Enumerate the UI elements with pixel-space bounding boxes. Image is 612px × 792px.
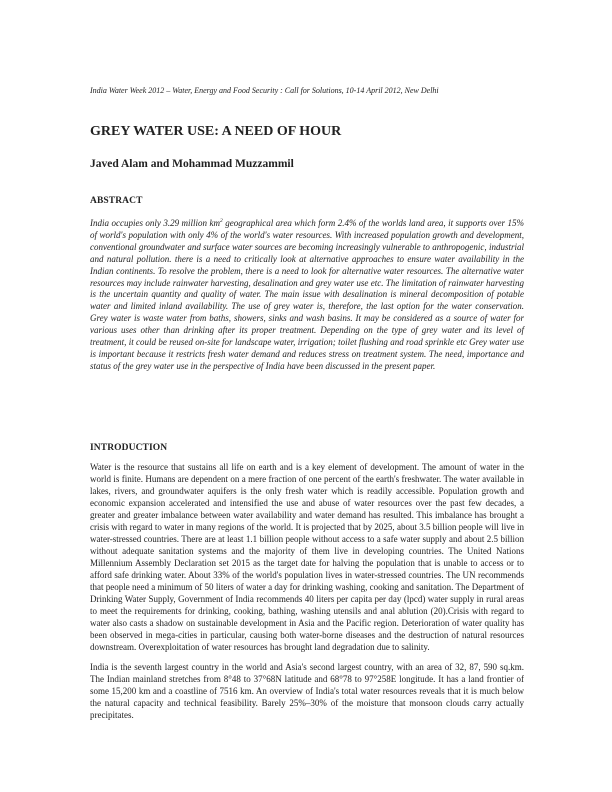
abstract-text-rest: geographical area which form 2.4% of the worlds land area, it supports over 15% of world's population with only 4% of the world's water resources. With increased population growth and development, conventional groundwater and surface water sources are becoming increasingly vulnerable to anthropogenic, industrial and natural pollution. there is a need to critically look at alternative approaches to ensure water availability in the Indian continents. To resolve the problem, there is a need to look for alternative water resources. The alternative water resources may include rainwater harvesting, desalination and grey water use etc. The limitation of rainwater harvesting is the uncertain quantity and quality of water. The main issue with desalination is mineral decomposition of potable water and limited inland availability. The use of grey water is, therefore, the last option for the water conservation. Grey water is waste water from baths, showers, sinks and wash basins. It may be considered as a source of water for various uses other than drinking after its proper treatment. Depending on the type of grey water and its level of treatment, it could be reused on-site for landscape water, irrigation; toilet flushing and road sprinkle etc Grey water use is important because it restricts fresh water demand and reduces stress on treatment system. The need, importance and status of the grey water use in the perspective of India have been discussed in the present paper.	[90, 218, 524, 371]
paper-authors: Javed Alam and Mohammad Muzzammil	[90, 158, 294, 170]
abstract-heading: ABSTRACT	[90, 196, 143, 206]
paper-title: GREY WATER USE: A NEED OF HOUR	[90, 124, 342, 139]
introduction-heading: INTRODUCTION	[90, 443, 168, 453]
abstract-text-start: India occupies only 3.29 million km	[90, 218, 221, 228]
abstract-paragraph	[90, 218, 524, 373]
introduction-paragraph-1: Water is the resource that sustains all life on earth and is a key element of development. The amount of water in the world is finite. Humans are dependent on a mere fraction of one percent of the earth's freshwater. The water available in lakes, rivers, and groundwater aquifers is the only fresh water which is readily accessible. Population growth and economic expansion accelerated and intensified the use and abuse of water resources over the past few decades, a greater and greater imbalance between water availability and water demand has resulted. This imbalance has brought a crisis with regard to water in many regions of the world. It is projected that by 2025, about 3.5 billion people will live in water-stressed countries. There are at least 1.1 billion people without access to a safe water supply and about 2.5 billion without adequate sanitation systems and the majority of them live in developing countries. The United Nations Millennium Assembly Declaration set 2015 as the target date for halving the population that is unable to access or to afford safe drinking water. About 33% of the world's population lives in water-stressed countries. The UN recommends that people need a minimum of 50 liters of water a day for drinking washing, cooking and sanitation. The Department of Drinking Water Supply, Government of India recommends 40 liters per capita per day (lpcd) water supply in rural areas to meet the requirements for drinking, cooking, bathing, washing utensils and anal ablution (20).Crisis with regard to water also casts a shadow on sustainable development in Asia and the Pacific region. Deterioration of water quality has been observed in mega-cities in particular, causing both water-borne diseases and the destruction of natural resources downstream. Overexploitation of water resources has brought land degradation due to salinity.	[90, 462, 524, 652]
introduction-paragraph-2: India is the seventh largest country in the world and Asia's second largest country, with an area of 32, 87, 590 sq.km. The Indian mainland stretches from 8°48 to 37°68N latitude and 68°78 to 97°258E longitude. It has a land frontier of some 15,200 km and a coastline of 7516 km. An overview of India's total water resources reveals that it is much below the natural capacity and technical feasibility. Barely 25%–30% of the moisture that monsoon clouds carry actually precipitates.	[90, 662, 524, 720]
running-header: India Water Week 2012 – Water, Energy and Food Security : Call for Solutions, 10-14 April 2012, New Delhi	[90, 86, 439, 95]
superscript-two: 2	[220, 218, 223, 224]
